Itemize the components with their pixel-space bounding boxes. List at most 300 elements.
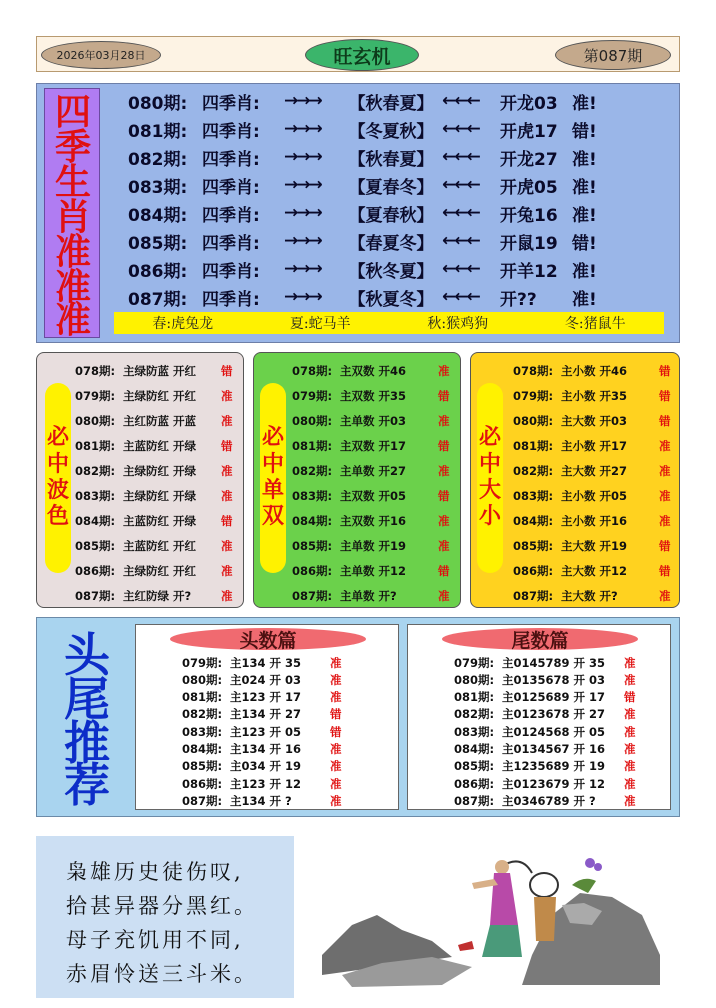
row-result: 准! xyxy=(572,149,597,170)
arrow-left-icon: ←←← xyxy=(442,119,479,139)
row-season-set: 【秋冬夏】 xyxy=(348,261,434,282)
side-char: 小 xyxy=(478,504,501,530)
row-result: 准 xyxy=(330,655,342,670)
row-period: 079期: xyxy=(182,655,223,670)
row-period: 084期: xyxy=(182,742,223,756)
row-result: 错 xyxy=(659,363,671,378)
wave-color-panel xyxy=(36,352,244,608)
row-period: 087期: xyxy=(292,588,333,603)
row-prediction: 主034 开 19 xyxy=(230,759,302,774)
row-draw: 开虎05 xyxy=(500,177,558,198)
row-prediction: 主134 开 16 xyxy=(230,742,302,756)
panel-row xyxy=(513,358,679,383)
row-label: 四季肖: xyxy=(202,93,260,114)
panel-row xyxy=(513,408,679,433)
row-period: 083期: xyxy=(182,724,223,739)
big-small-side-title xyxy=(477,383,503,573)
row-period: 078期: xyxy=(75,363,116,378)
row-result: 错 xyxy=(659,538,671,553)
row-result: 准 xyxy=(659,588,671,603)
row-prediction: 主绿防蓝 开红 xyxy=(123,363,197,378)
row-prediction: 主绿防红 开红 xyxy=(123,563,197,578)
tail-number-box xyxy=(407,624,671,810)
row-result: 错 xyxy=(659,388,671,403)
row-result: 准! xyxy=(572,93,597,114)
arrow-left-icon: ←←← xyxy=(442,91,479,111)
panel-row xyxy=(75,383,241,408)
arrow-right-icon: →→→ xyxy=(284,231,321,251)
panel-row xyxy=(75,508,241,533)
row-prediction: 主134 开 35 xyxy=(230,655,302,670)
row-result: 错 xyxy=(330,724,342,739)
arrow-left-icon: ←←← xyxy=(442,147,479,167)
head-tail-side-title xyxy=(42,628,132,812)
row-period: 085期: xyxy=(292,538,333,553)
row-label: 四季肖: xyxy=(202,261,260,282)
poem-line: 母子充饥用不同, xyxy=(66,928,244,952)
side-char: 推 xyxy=(64,716,110,770)
row-period: 080期: xyxy=(128,93,188,114)
side-char: 准 xyxy=(54,300,91,341)
head-number-box xyxy=(135,624,399,810)
head-tail-row xyxy=(182,741,342,758)
row-period: 080期: xyxy=(454,672,495,687)
row-prediction: 主小数 开35 xyxy=(561,388,628,403)
row-period: 083期: xyxy=(292,488,333,503)
row-period: 087期: xyxy=(454,793,495,808)
row-draw: 开龙03 xyxy=(500,93,558,114)
side-char: 必 xyxy=(46,425,69,451)
illustration-woman-rocks xyxy=(322,845,660,993)
panel-row xyxy=(75,433,241,458)
row-period: 082期: xyxy=(513,463,554,478)
row-prediction: 主0125689 开 17 xyxy=(502,690,606,705)
row-result: 准 xyxy=(330,742,342,756)
issue-badge: 第087期 xyxy=(555,40,671,70)
row-result: 准 xyxy=(221,463,233,478)
row-period: 079期: xyxy=(513,388,554,403)
date-badge: 2026年03月28日 xyxy=(41,41,161,69)
side-char: 双 xyxy=(261,504,284,530)
row-prediction: 主大数 开03 xyxy=(561,413,628,428)
head-number-title: 头数篇 xyxy=(170,628,366,650)
row-prediction: 主单数 开03 xyxy=(340,413,407,428)
row-result: 错 xyxy=(330,707,342,722)
head-tail-row xyxy=(454,792,636,809)
head-tail-row xyxy=(182,671,342,688)
row-period: 080期: xyxy=(292,413,333,428)
panel-row xyxy=(292,558,458,583)
head-tail-row xyxy=(454,706,636,723)
side-char: 大 xyxy=(478,478,501,503)
head-tail-row xyxy=(454,741,636,758)
head-tail-row xyxy=(454,671,636,688)
row-prediction: 主双数 开35 xyxy=(340,388,407,403)
row-result: 错 xyxy=(659,563,671,578)
row-result: 准 xyxy=(330,793,342,808)
row-result: 准 xyxy=(624,724,636,739)
row-prediction: 主红防绿 开? xyxy=(123,588,192,603)
season-row xyxy=(128,283,598,311)
side-char: 准 xyxy=(54,232,91,273)
row-season-set: 【春夏冬】 xyxy=(348,233,434,254)
row-season-set: 【秋春夏】 xyxy=(348,149,434,170)
row-result: 准 xyxy=(438,463,450,478)
panel-row xyxy=(513,583,679,608)
arrow-left-icon: ←←← xyxy=(442,287,479,307)
row-prediction: 主123 开 05 xyxy=(230,724,302,739)
side-char: 四 xyxy=(54,92,91,133)
row-prediction: 主大数 开19 xyxy=(561,538,628,553)
legend-summer: 夏:蛇马羊 xyxy=(289,316,351,332)
row-period: 084期: xyxy=(128,205,188,226)
row-period: 081期: xyxy=(292,438,333,453)
season-row xyxy=(128,255,598,283)
legend-spring: 春:虎兔龙 xyxy=(152,316,214,332)
side-char: 中 xyxy=(478,451,501,477)
legend-autumn: 秋:猴鸡狗 xyxy=(427,316,489,332)
row-result: 准! xyxy=(572,177,597,198)
row-prediction: 主0134567 开 16 xyxy=(502,742,606,756)
head-tail-row xyxy=(182,723,342,740)
row-prediction: 主0124568 开 05 xyxy=(502,724,606,739)
side-char: 尾 xyxy=(64,672,110,726)
row-label: 四季肖: xyxy=(202,205,260,226)
arrow-right-icon: →→→ xyxy=(284,287,321,307)
row-prediction: 主绿防红 开绿 xyxy=(123,463,197,478)
row-result: 准 xyxy=(659,463,671,478)
row-period: 081期: xyxy=(513,438,554,453)
side-char: 生 xyxy=(54,162,91,203)
row-prediction: 主绿防红 开绿 xyxy=(123,488,197,503)
row-label: 四季肖: xyxy=(202,121,260,142)
row-prediction: 主大数 开? xyxy=(561,588,618,603)
row-period: 081期: xyxy=(75,438,116,453)
row-period: 079期: xyxy=(292,388,333,403)
row-period: 086期: xyxy=(75,563,116,578)
row-period: 083期: xyxy=(75,488,116,503)
row-result: 准! xyxy=(572,205,597,226)
side-char: 季 xyxy=(54,127,91,168)
row-prediction: 主024 开 03 xyxy=(230,672,302,687)
row-period: 081期: xyxy=(454,690,495,705)
row-period: 084期: xyxy=(292,513,333,528)
panel-row xyxy=(292,358,458,383)
row-result: 准 xyxy=(221,388,233,403)
arrow-left-icon: ←←← xyxy=(442,175,479,195)
row-result: 准 xyxy=(438,363,450,378)
side-char: 准 xyxy=(54,267,91,308)
legend-winter: 冬:猪鼠牛 xyxy=(564,316,626,332)
row-result: 准 xyxy=(659,488,671,503)
side-char: 单 xyxy=(261,478,284,503)
row-period: 085期: xyxy=(182,759,223,774)
row-period: 082期: xyxy=(128,149,188,170)
odd-even-panel xyxy=(253,352,461,608)
row-result: 错 xyxy=(438,563,450,578)
row-result: 准 xyxy=(438,538,450,553)
season-row xyxy=(128,171,598,199)
row-prediction: 主大数 开27 xyxy=(561,463,628,478)
row-prediction: 主双数 开17 xyxy=(340,438,407,453)
row-result: 错 xyxy=(221,513,233,528)
panel-row xyxy=(513,483,679,508)
row-label: 四季肖: xyxy=(202,177,260,198)
arrow-right-icon: →→→ xyxy=(284,259,321,279)
head-tail-row xyxy=(454,689,636,706)
head-tail-row xyxy=(454,758,636,775)
side-char: 中 xyxy=(46,451,69,477)
row-period: 082期: xyxy=(454,707,495,722)
header-bar xyxy=(36,36,680,72)
big-small-panel xyxy=(470,352,680,608)
row-prediction: 主单数 开12 xyxy=(340,563,407,578)
row-period: 086期: xyxy=(182,776,223,791)
row-prediction: 主0145789 开 35 xyxy=(502,655,606,670)
row-period: 086期: xyxy=(128,261,188,282)
row-draw: 开兔16 xyxy=(500,205,558,226)
wave-side-title xyxy=(45,383,71,573)
row-draw: 开羊12 xyxy=(500,261,558,282)
panel-row xyxy=(75,583,241,608)
row-period: 085期: xyxy=(128,233,188,254)
arrow-right-icon: →→→ xyxy=(284,203,321,223)
row-prediction: 主小数 开46 xyxy=(561,363,628,378)
panel-row xyxy=(513,458,679,483)
row-season-set: 【夏春冬】 xyxy=(348,177,434,198)
row-prediction: 主双数 开46 xyxy=(340,363,407,378)
arrow-right-icon: →→→ xyxy=(284,91,321,111)
row-result: 准 xyxy=(624,672,636,687)
row-period: 083期: xyxy=(454,724,495,739)
row-prediction: 主红防蓝 开蓝 xyxy=(123,413,197,428)
poem-line: 赤眉怜送三斗米。 xyxy=(66,962,258,986)
row-result: 准 xyxy=(438,588,450,603)
row-prediction: 主0346789 开 ? xyxy=(502,793,596,808)
season-row xyxy=(128,199,598,227)
season-row xyxy=(128,115,598,143)
panel-row xyxy=(75,533,241,558)
row-result: 准 xyxy=(221,538,233,553)
row-draw: 开龙27 xyxy=(500,149,558,170)
row-result: 准 xyxy=(624,742,636,756)
season-row xyxy=(128,87,598,115)
row-prediction: 主蓝防红 开绿 xyxy=(123,438,197,453)
row-result: 准 xyxy=(624,655,636,670)
row-result: 准 xyxy=(438,413,450,428)
tail-number-title: 尾数篇 xyxy=(442,628,638,650)
row-prediction: 主0123678 开 27 xyxy=(502,707,606,722)
head-tail-row xyxy=(454,723,636,740)
row-prediction: 主蓝防红 开绿 xyxy=(123,513,197,528)
poem-line: 拾甚异器分黑红。 xyxy=(66,894,258,918)
row-prediction: 主绿防红 开红 xyxy=(123,388,197,403)
season-legend xyxy=(114,312,664,334)
panel-row xyxy=(292,583,458,608)
panel-row xyxy=(513,433,679,458)
panel-row xyxy=(75,458,241,483)
row-result: 错 xyxy=(221,363,233,378)
row-draw: 开虎17 xyxy=(500,121,558,142)
panel-row xyxy=(513,533,679,558)
row-result: 错! xyxy=(572,121,597,142)
panel-row xyxy=(292,433,458,458)
row-result: 准 xyxy=(221,588,233,603)
row-result: 准 xyxy=(330,690,342,705)
row-period: 079期: xyxy=(75,388,116,403)
row-result: 准! xyxy=(572,261,597,282)
row-period: 085期: xyxy=(75,538,116,553)
head-tail-row xyxy=(454,775,636,792)
row-prediction: 主123 开 12 xyxy=(230,776,302,791)
row-period: 087期: xyxy=(182,793,223,808)
site-title: 旺玄机 xyxy=(305,39,419,71)
panel-row xyxy=(75,358,241,383)
row-period: 082期: xyxy=(75,463,116,478)
row-label: 四季肖: xyxy=(202,149,260,170)
side-char: 中 xyxy=(261,451,284,477)
row-period: 082期: xyxy=(292,463,333,478)
side-char: 头 xyxy=(64,628,110,682)
row-result: 准 xyxy=(330,672,342,687)
row-result: 准! xyxy=(572,289,597,310)
row-period: 083期: xyxy=(128,177,188,198)
row-prediction: 主单数 开27 xyxy=(340,463,407,478)
panel-row xyxy=(292,483,458,508)
row-period: 086期: xyxy=(513,563,554,578)
panel-row xyxy=(292,533,458,558)
row-period: 087期: xyxy=(128,289,188,310)
head-tail-row xyxy=(454,654,636,671)
head-tail-row xyxy=(182,775,342,792)
row-period: 085期: xyxy=(513,538,554,553)
row-draw: 开?? xyxy=(500,289,537,310)
row-prediction: 主小数 开17 xyxy=(561,438,628,453)
row-result: 准 xyxy=(624,776,636,791)
row-result: 准 xyxy=(659,438,671,453)
row-result: 准 xyxy=(624,793,636,808)
row-season-set: 【冬夏秋】 xyxy=(348,121,434,142)
row-period: 079期: xyxy=(454,655,495,670)
panel-row xyxy=(513,383,679,408)
row-period: 081期: xyxy=(128,121,188,142)
side-char: 必 xyxy=(478,425,501,451)
panel-row xyxy=(75,483,241,508)
row-result: 准 xyxy=(659,513,671,528)
row-period: 080期: xyxy=(182,672,223,687)
arrow-left-icon: ←←← xyxy=(442,231,479,251)
panel-row xyxy=(292,408,458,433)
poem-box xyxy=(36,836,294,998)
row-period: 087期: xyxy=(513,588,554,603)
head-tail-row xyxy=(182,654,342,671)
panel-row xyxy=(513,558,679,583)
row-period: 078期: xyxy=(513,363,554,378)
head-tail-row xyxy=(182,792,342,809)
row-result: 错 xyxy=(438,388,450,403)
panel-row xyxy=(292,458,458,483)
panel-row xyxy=(513,508,679,533)
row-period: 087期: xyxy=(75,588,116,603)
panel-row xyxy=(292,508,458,533)
row-result: 错 xyxy=(438,488,450,503)
season-row xyxy=(128,143,598,171)
row-season-set: 【夏春秋】 xyxy=(348,205,434,226)
row-period: 085期: xyxy=(454,759,495,774)
arrow-right-icon: →→→ xyxy=(284,147,321,167)
row-prediction: 主0123679 开 12 xyxy=(502,776,606,791)
row-prediction: 主双数 开05 xyxy=(340,488,407,503)
row-period: 082期: xyxy=(182,707,223,722)
row-prediction: 主大数 开12 xyxy=(561,563,628,578)
row-period: 081期: xyxy=(182,690,223,705)
arrow-right-icon: →→→ xyxy=(284,119,321,139)
row-label: 四季肖: xyxy=(202,233,260,254)
row-result: 准 xyxy=(330,759,342,774)
head-tail-row xyxy=(182,689,342,706)
row-period: 084期: xyxy=(454,742,495,756)
row-period: 084期: xyxy=(513,513,554,528)
row-prediction: 主123 开 17 xyxy=(230,690,302,705)
row-result: 准 xyxy=(624,707,636,722)
row-period: 078期: xyxy=(292,363,333,378)
row-result: 错 xyxy=(438,438,450,453)
row-result: 错 xyxy=(659,413,671,428)
row-prediction: 主小数 开16 xyxy=(561,513,628,528)
row-prediction: 主单数 开19 xyxy=(340,538,407,553)
row-period: 080期: xyxy=(75,413,116,428)
row-result: 准 xyxy=(624,759,636,774)
poem-line: 枭雄历史徒伤叹, xyxy=(66,860,244,884)
row-result: 准 xyxy=(221,488,233,503)
row-prediction: 主0135678 开 03 xyxy=(502,672,606,687)
row-period: 086期: xyxy=(454,776,495,791)
row-result: 准 xyxy=(221,563,233,578)
row-period: 086期: xyxy=(292,563,333,578)
row-prediction: 主蓝防红 开红 xyxy=(123,538,197,553)
season-row xyxy=(128,227,598,255)
panel-row xyxy=(75,558,241,583)
side-char: 色 xyxy=(46,504,69,530)
row-result: 错 xyxy=(624,690,636,705)
row-prediction: 主1235689 开 19 xyxy=(502,759,606,774)
row-period: 080期: xyxy=(513,413,554,428)
panel-row xyxy=(292,383,458,408)
row-prediction: 主双数 开16 xyxy=(340,513,407,528)
row-prediction: 主134 开 27 xyxy=(230,707,302,722)
row-season-set: 【秋春夏】 xyxy=(348,93,434,114)
row-result: 错! xyxy=(572,233,597,254)
head-tail-row xyxy=(182,758,342,775)
row-prediction: 主小数 开05 xyxy=(561,488,628,503)
row-label: 四季肖: xyxy=(202,289,260,310)
arrow-left-icon: ←←← xyxy=(442,203,479,223)
row-draw: 开鼠19 xyxy=(500,233,558,254)
arrow-left-icon: ←←← xyxy=(442,259,479,279)
row-result: 准 xyxy=(438,513,450,528)
row-prediction: 主单数 开? xyxy=(340,588,397,603)
side-char: 波 xyxy=(46,478,69,503)
row-result: 错 xyxy=(221,438,233,453)
head-tail-row xyxy=(182,706,342,723)
row-result: 准 xyxy=(330,776,342,791)
row-season-set: 【秋夏冬】 xyxy=(348,289,434,310)
season-side-title xyxy=(44,88,100,341)
row-result: 准 xyxy=(221,413,233,428)
row-period: 084期: xyxy=(75,513,116,528)
row-period: 083期: xyxy=(513,488,554,503)
odd-even-side-title xyxy=(260,383,286,573)
